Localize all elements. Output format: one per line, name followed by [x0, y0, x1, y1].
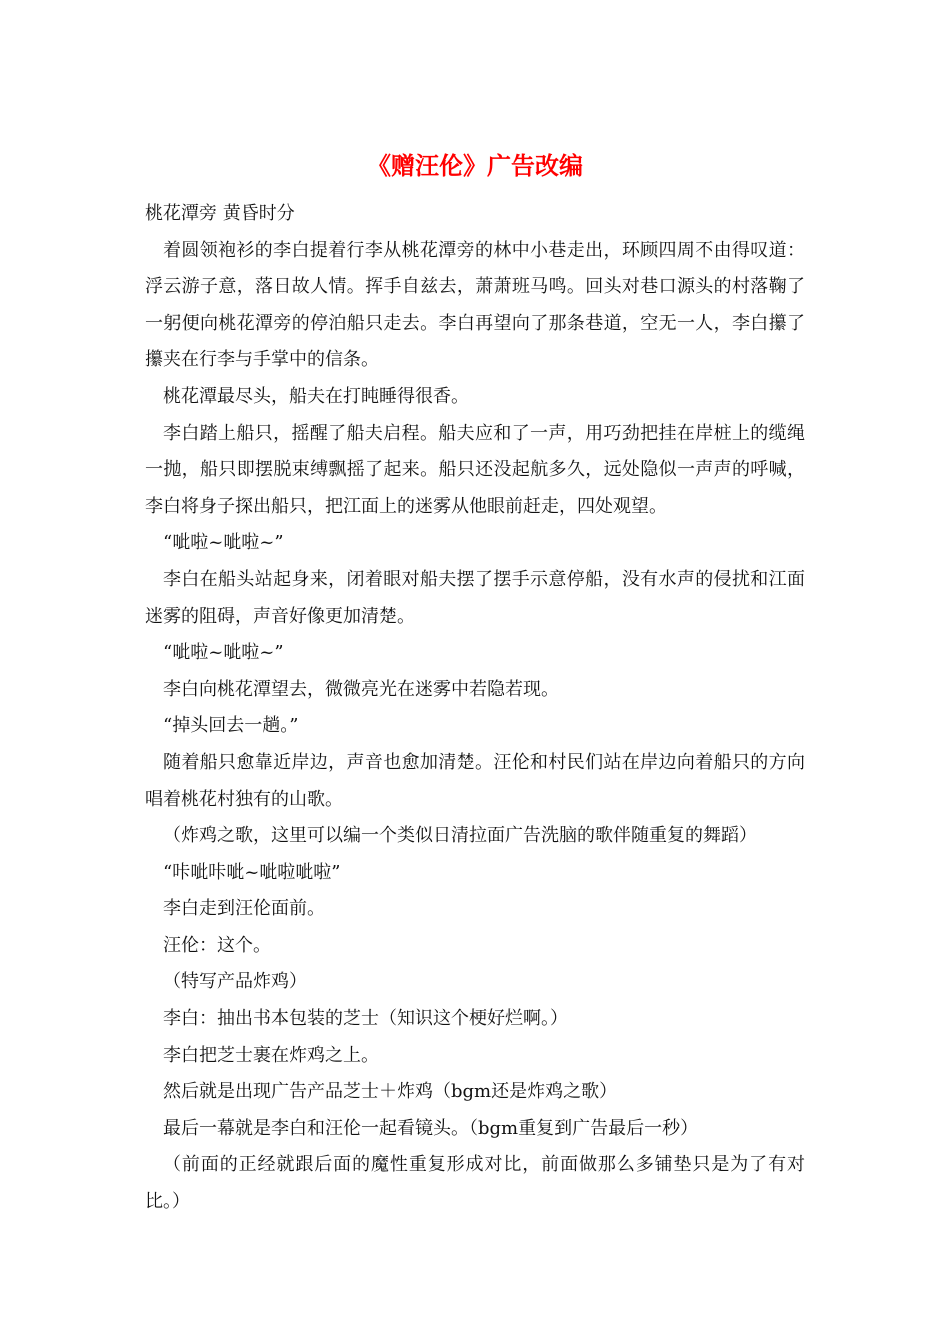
paragraph: 李白走到汪伦面前。	[163, 898, 325, 920]
paragraph: （特写产品炸鸡）	[163, 971, 307, 993]
paragraph: 李白向桃花潭望去，微微亮光在迷雾中若隐若现。	[163, 678, 559, 700]
paragraph: “呲啦~呲啦~”	[163, 642, 284, 664]
paragraph: （前面的正经就跟后面的魔性重复形成对比，前面做那么多铺垫只是为了有对比。）	[145, 1154, 805, 1213]
paragraph: 最后一幕就是李白和汪伦一起看镜头。（bgm重复到广告最后一秒）	[163, 1117, 699, 1139]
paragraph: （炸鸡之歌，这里可以编一个类似日清拉面广告洗脑的歌伴随重复的舞蹈）	[163, 825, 757, 847]
paragraph: 桃花潭最尽头，船夫在打盹睡得很香。	[163, 385, 469, 407]
paragraph: 李白把芝士裹在炸鸡之上。	[163, 1044, 379, 1066]
paragraph: “掉头回去一趟。”	[163, 715, 299, 737]
paragraph: “呲啦~呲啦~”	[163, 532, 284, 554]
paragraph: 李白在船头站起身来，闭着眼对船夫摆了摆手示意停船，没有水声的侵扰和江面迷雾的阻碍，声音好像更加清楚。	[145, 568, 805, 627]
paragraph: 李白踏上船只，摇醒了船夫启程。船夫应和了一声，用巧劲把挂在岸桩上的缆绳一抛，船只即摆脱束缚飘摇了起来。船只还没起航多久，远处隐似一声声的呼喊，李白将身子探出船只，把江面上的迷雾从他眼前赶走，四处观望。	[145, 422, 805, 517]
document-body	[145, 196, 805, 1221]
paragraph: 着圆领袍衫的李白提着行李从桃花潭旁的林中小巷走出，环顾四周不由得叹道：浮云游子意，落日故人情。挥手自兹去，萧萧班马鸣。回头对巷口源头的村落鞠了一躬便向桃花潭旁的停泊船只走去。李白再望向了那条巷道，空无一人，李白攥了攥夹在行李与手掌中的信条。	[145, 239, 805, 371]
paragraph: 李白：抽出书本包装的芝士（知识这个梗好烂啊。）	[163, 1008, 568, 1030]
paragraph: 然后就是出现广告产品芝士＋炸鸡（bgm还是炸鸡之歌）	[163, 1081, 618, 1103]
scene-heading: 桃花潭旁 黄昏时分	[145, 203, 295, 224]
paragraph: 汪伦：这个。	[163, 934, 271, 956]
paragraph: 随着船只愈靠近岸边，声音也愈加清楚。汪伦和村民们站在岸边向着船只的方向唱着桃花村独有的山歌。	[145, 751, 805, 810]
paragraph: “咔呲咔呲~呲啦呲啦”	[163, 861, 341, 883]
document-title: 《赠汪伦》广告改编	[367, 151, 583, 180]
